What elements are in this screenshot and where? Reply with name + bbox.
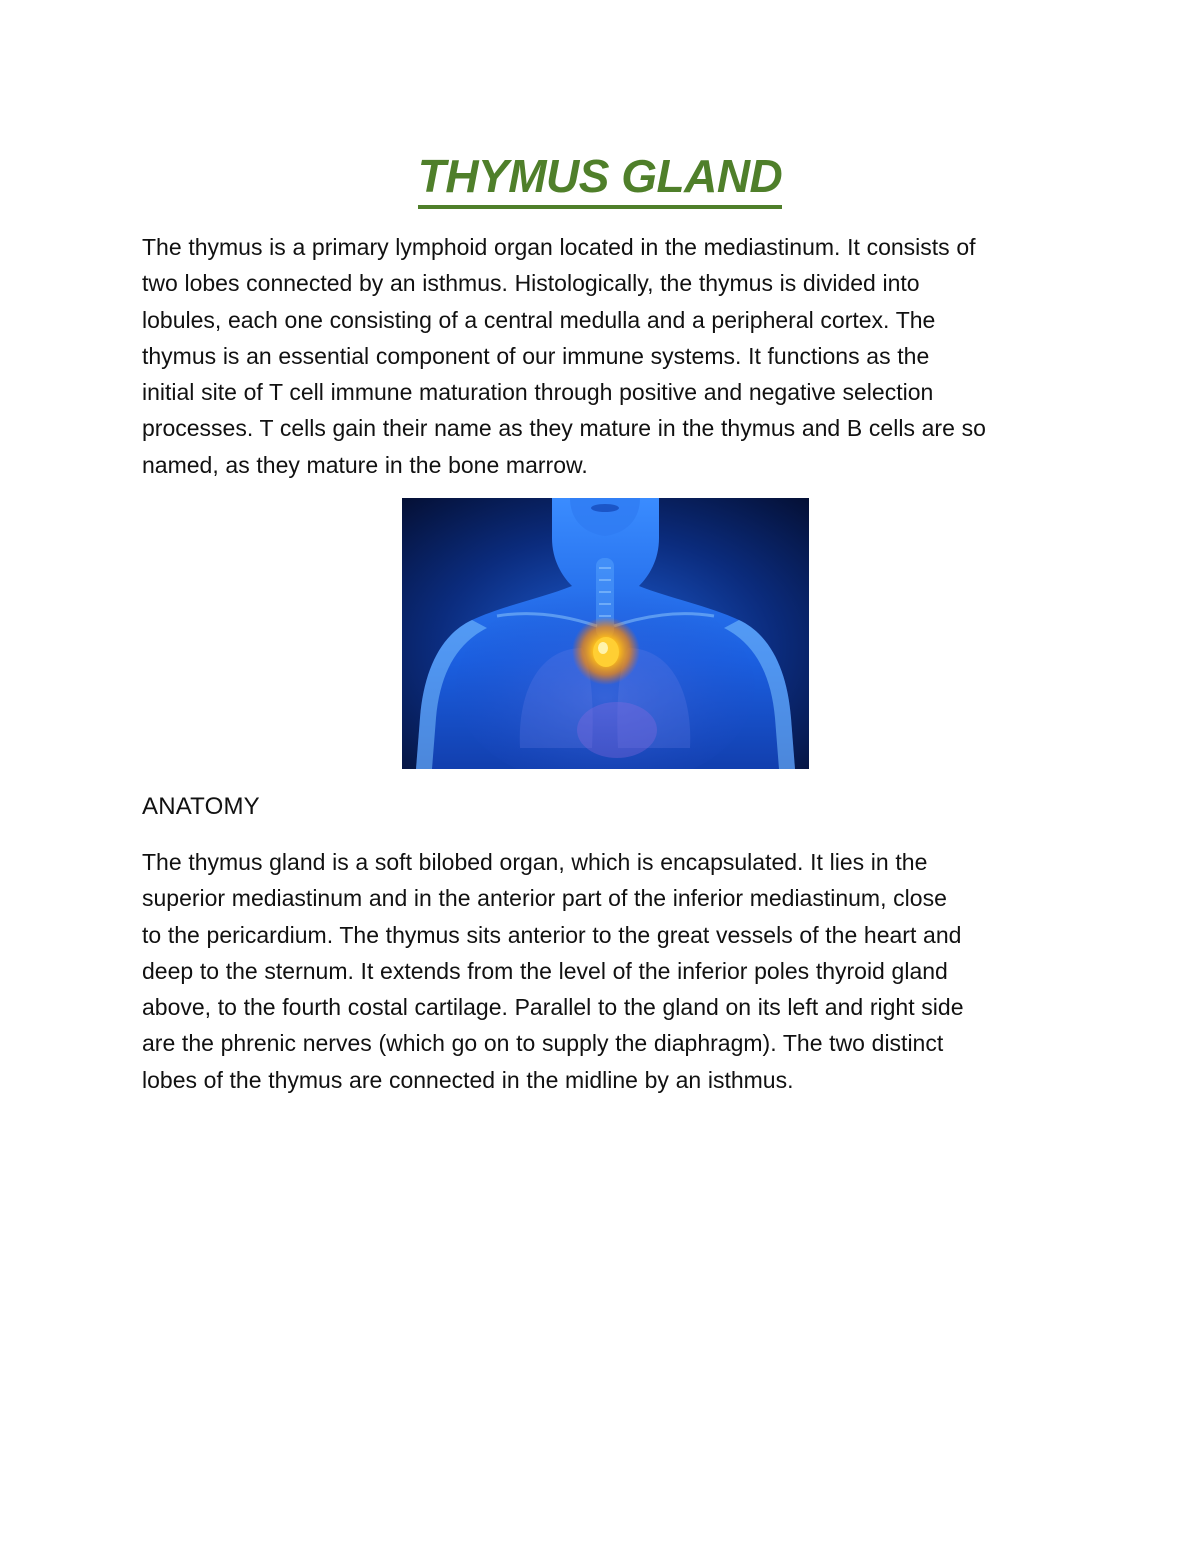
anatomy-line: are the phrenic nerves (which go on to supply the diaphragm). The two distinct xyxy=(142,1030,944,1057)
anatomy-paragraph xyxy=(142,844,1072,1098)
intro-line: The thymus is a primary lymphoid organ located in the mediastinum. It consists of xyxy=(142,234,976,260)
anatomy-heading: ANATOMY xyxy=(142,793,260,820)
intro-line: two lobes connected by an isthmus. Histologically, the thymus is divided into xyxy=(142,270,920,297)
thymus-figure xyxy=(402,498,809,769)
anatomy-line: lobes of the thymus are connected in the midline by an isthmus. xyxy=(142,1066,794,1093)
anatomy-line: above, to the fourth costal cartilage. Parallel to the gland on its left and right side xyxy=(142,994,964,1021)
anatomy-line: deep to the sternum. It extends from the level of the inferior poles thyroid gland xyxy=(142,957,948,984)
torso-thymus-illustration-icon xyxy=(402,498,809,769)
anatomy-line: superior mediastinum and in the anterior part of the inferior mediastinum, close xyxy=(142,885,947,912)
intro-line: thymus is an essential component of our immune systems. It functions as the xyxy=(142,342,930,369)
anatomy-line: to the pericardium. The thymus sits anterior to the great vessels of the heart and xyxy=(142,921,962,948)
page-title xyxy=(0,146,1200,209)
page-title-text: THYMUS GLAND xyxy=(418,147,783,209)
intro-line: initial site of T cell immune maturation through positive and negative selection xyxy=(142,379,934,406)
intro-paragraph xyxy=(142,229,1072,483)
intro-line: lobules, each one consisting of a central medulla and a peripheral cortex. The xyxy=(142,306,936,333)
intro-line: processes. T cells gain their name as they mature in the thymus and B cells are so xyxy=(142,415,986,442)
anatomy-line: The thymus gland is a soft bilobed organ, which is encapsulated. It lies in the xyxy=(142,849,928,875)
intro-line: named, as they mature in the bone marrow. xyxy=(142,451,588,478)
